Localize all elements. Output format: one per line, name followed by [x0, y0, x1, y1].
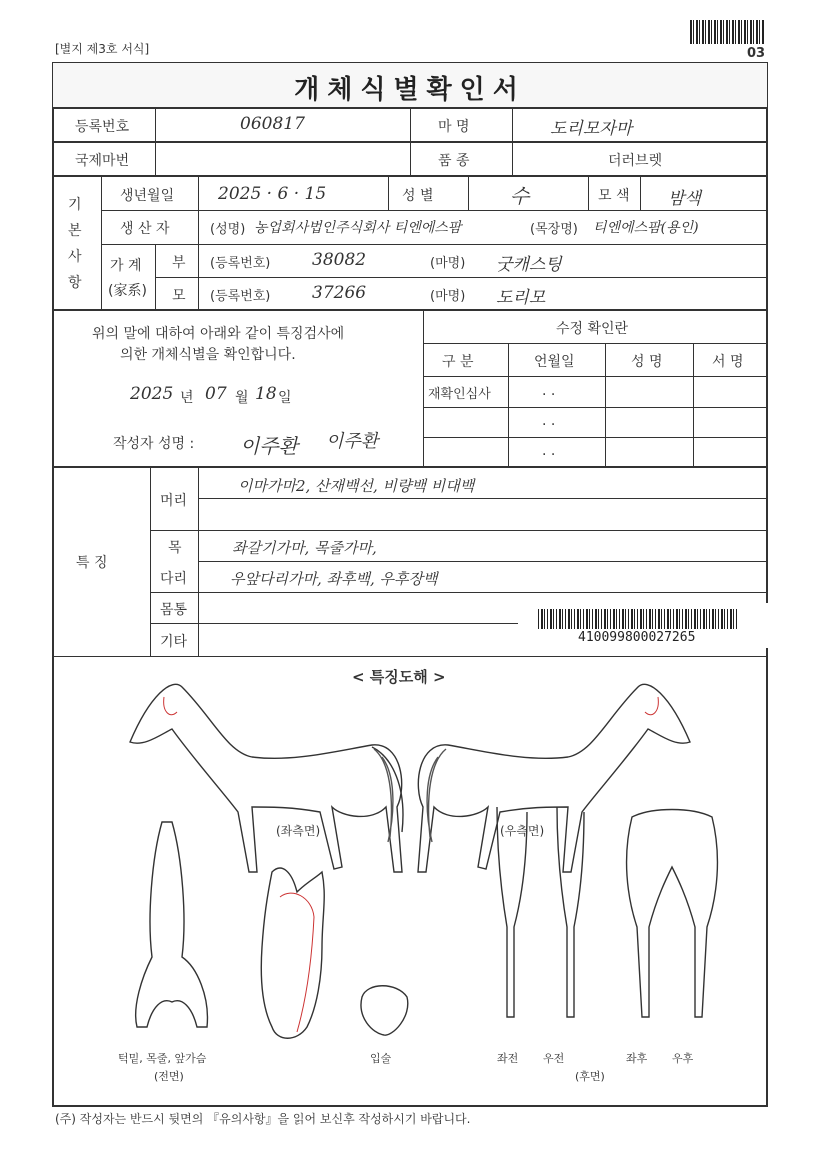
right-side-horse [418, 684, 690, 872]
horse-name-value: 도리모자마 [550, 119, 633, 139]
neck-chest-label: 턱밑, 목줄, 앞가슴 [118, 1052, 207, 1065]
color-label: 모 색 [598, 188, 630, 204]
page-title: 개체식별확인서 [294, 75, 526, 105]
reg-no-value: 060817 [240, 114, 305, 134]
writer-label: 작성자 성명 : [113, 436, 195, 452]
dam-label: 모 [172, 288, 186, 304]
date-month-suffix: 월 [235, 390, 249, 406]
features-label: 특 징 [76, 555, 108, 571]
rear-view-label: (후면) [575, 1070, 605, 1083]
sire-name-value: 굿캐스팅 [496, 255, 562, 275]
neck-label: 목 [168, 540, 182, 556]
other-label: 기타 [160, 634, 188, 650]
rear-view [627, 810, 718, 1018]
date-day: 18 [255, 384, 277, 404]
producer-label: 생 산 자 [120, 221, 170, 237]
barcode-number: 410099800027265 [578, 630, 696, 645]
barcode-sticker [518, 603, 768, 648]
left-side-horse [130, 684, 402, 872]
basic-section-label: 기본사항 [68, 197, 82, 291]
sire-label: 부 [172, 255, 186, 271]
footnote: (주) 작성자는 반드시 뒷면의 『유의사항』을 읽어 보신후 작성하시기 바랍니다. [55, 1112, 471, 1126]
legs-label: 다리 [160, 571, 188, 587]
amend-title: 수정 확인란 [556, 321, 629, 337]
amend-col-name: 성 명 [631, 354, 663, 370]
producer-name-value: 농업회사법인주식회사 티엔에스팜 [254, 220, 462, 236]
sire-reg-prefix: (등록번호) [210, 256, 271, 271]
amend-col-sign: 서 명 [712, 354, 744, 370]
right-side-label: (우측면) [500, 824, 545, 838]
left-side-label: (좌측면) [276, 824, 321, 838]
front-right-label: 우전 [543, 1052, 565, 1065]
sire-reg-value: 38082 [312, 250, 367, 270]
color-value: 밤색 [668, 189, 701, 209]
date-month: 07 [205, 384, 227, 404]
diagram-title: < 특징도해 > [352, 668, 446, 686]
dam-reg-value: 37266 [312, 283, 367, 303]
intl-name-label: 국제마번 [75, 153, 130, 169]
front-neck-view [136, 822, 208, 1027]
writer-name: 이주환 [240, 434, 298, 458]
farm-value: 티엔에스팜(용인) [593, 220, 699, 236]
birth-value: 2025 · 6 · 15 [218, 184, 327, 204]
amend-col-date: 언월일 [534, 354, 575, 370]
amend-row1-type: 재확인심사 [428, 387, 491, 402]
date-year: 2025 [130, 384, 174, 404]
body-label: 몸통 [160, 602, 188, 618]
producer-name-prefix: (성명) [210, 222, 246, 237]
sex-label: 성 별 [402, 188, 434, 204]
confirm-text-2: 의한 개체식별을 확인합니다. [120, 347, 296, 363]
pedigree-label: 가 계 [110, 258, 142, 274]
writer-signature: 이주환 [326, 431, 379, 452]
dam-reg-prefix: (등록번호) [210, 289, 271, 304]
confirm-text-1: 위의 말에 대하여 아래와 같이 특징검사에 [92, 326, 345, 342]
barcode-bars [538, 609, 738, 629]
form-code: [별지 제3호 서식] [55, 42, 150, 56]
sire-name-prefix: (마명) [430, 256, 466, 271]
top-barcode [690, 20, 764, 44]
title-box [52, 62, 768, 108]
front-view-label: (전면) [154, 1070, 184, 1083]
hind-right-label: 우후 [672, 1052, 694, 1065]
legs-value: 우앞다리가마, 좌후백, 우후장백 [230, 570, 438, 588]
neck-value: 좌갈기가마, 목줄가마, [232, 539, 377, 557]
sex-value: 수 [510, 184, 530, 208]
amend-col-type: 구 분 [442, 354, 474, 370]
horse-diagram [52, 657, 768, 1107]
birth-label: 생년월일 [120, 188, 175, 204]
head-label: 머리 [160, 493, 188, 509]
horse-name-label: 마 명 [438, 119, 470, 135]
dam-name-value: 도리모 [496, 288, 546, 308]
hind-left-label: 좌후 [626, 1052, 648, 1065]
head-value: 이마가마2, 산재백선, 비량백 비대백 [238, 477, 475, 495]
page-number: 03 [747, 46, 766, 61]
amend-row3-date: . . [542, 443, 556, 459]
lips-view [361, 986, 408, 1035]
pedigree-hanja: (家系) [108, 283, 147, 299]
farm-prefix: (목장명) [530, 222, 578, 237]
amend-row1-date: . . [542, 383, 556, 399]
breed-value: 더러브렛 [608, 153, 663, 169]
right-tail [427, 749, 446, 842]
front-left-label: 좌전 [497, 1052, 519, 1065]
date-day-suffix: 일 [278, 390, 292, 406]
lips-label: 입술 [370, 1052, 392, 1065]
dam-name-prefix: (마명) [430, 289, 466, 304]
breed-label: 품 종 [438, 153, 470, 169]
amend-row2-date: . . [542, 413, 556, 429]
date-year-suffix: 년 [180, 390, 194, 406]
reg-no-label: 등록번호 [75, 119, 130, 135]
